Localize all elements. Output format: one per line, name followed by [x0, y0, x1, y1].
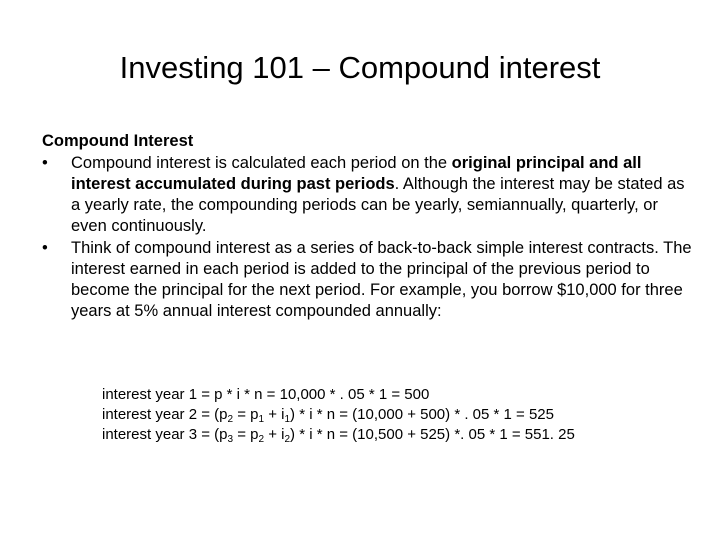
formula-line — [102, 425, 575, 445]
bullet-icon: • — [42, 154, 48, 172]
bullet-item — [42, 153, 692, 237]
formula-part: = p — [233, 406, 259, 423]
bullet-item — [42, 238, 692, 322]
section-heading: Compound Interest — [42, 132, 194, 150]
formula-subscript: 1 — [258, 414, 265, 425]
bullet1-text-start: Compound interest is calculated each period on the — [71, 154, 452, 172]
bullet1-text-end: . Although the interest may be stated as a yearly rate, the compounding periods can be yearly, semiannually, quarterly, or even continuously. — [71, 175, 685, 235]
bullet-text: Think of compound interest as a series of back-to-back simple interest contracts. The interest earned in each period is added to the principal of the previous period to become the principal for the next period. For example, you borrow $10,000 for three years at 5% annual interest compounded annually: — [71, 239, 692, 320]
formula-part: interest year 3 = (p — [102, 426, 228, 443]
formula-subscript: 3 — [227, 434, 234, 445]
bullet-icon: • — [42, 239, 48, 257]
formula-line: interest year 1 = p * i * n = 10,000 * . 05 * 1 = 500 — [102, 386, 430, 403]
formula-part: = p — [233, 426, 259, 443]
formula-subscript: 2 — [284, 434, 291, 445]
formula-block — [102, 385, 575, 445]
formula-subscript: 2 — [227, 414, 234, 425]
formula-line — [102, 405, 575, 425]
slide-title: Investing 101 – Compound interest — [119, 50, 601, 85]
formula-part: + i — [264, 406, 285, 423]
bullet-text — [71, 154, 685, 235]
formula-part: ) * i * n = (10,500 + 525) *. 05 * 1 = 551. 25 — [290, 426, 575, 443]
formula-subscript: 2 — [258, 434, 265, 445]
formula-part: + i — [264, 426, 285, 443]
formula-subscript: 1 — [284, 414, 291, 425]
bullet1-bold-text: original principal and all interest accumulated during past periods — [71, 154, 642, 193]
formula-part: interest year 2 = (p — [102, 406, 228, 423]
formula-part: ) * i * n = (10,000 + 500) * . 05 * 1 = 525 — [290, 406, 554, 423]
slide-body — [42, 131, 692, 322]
